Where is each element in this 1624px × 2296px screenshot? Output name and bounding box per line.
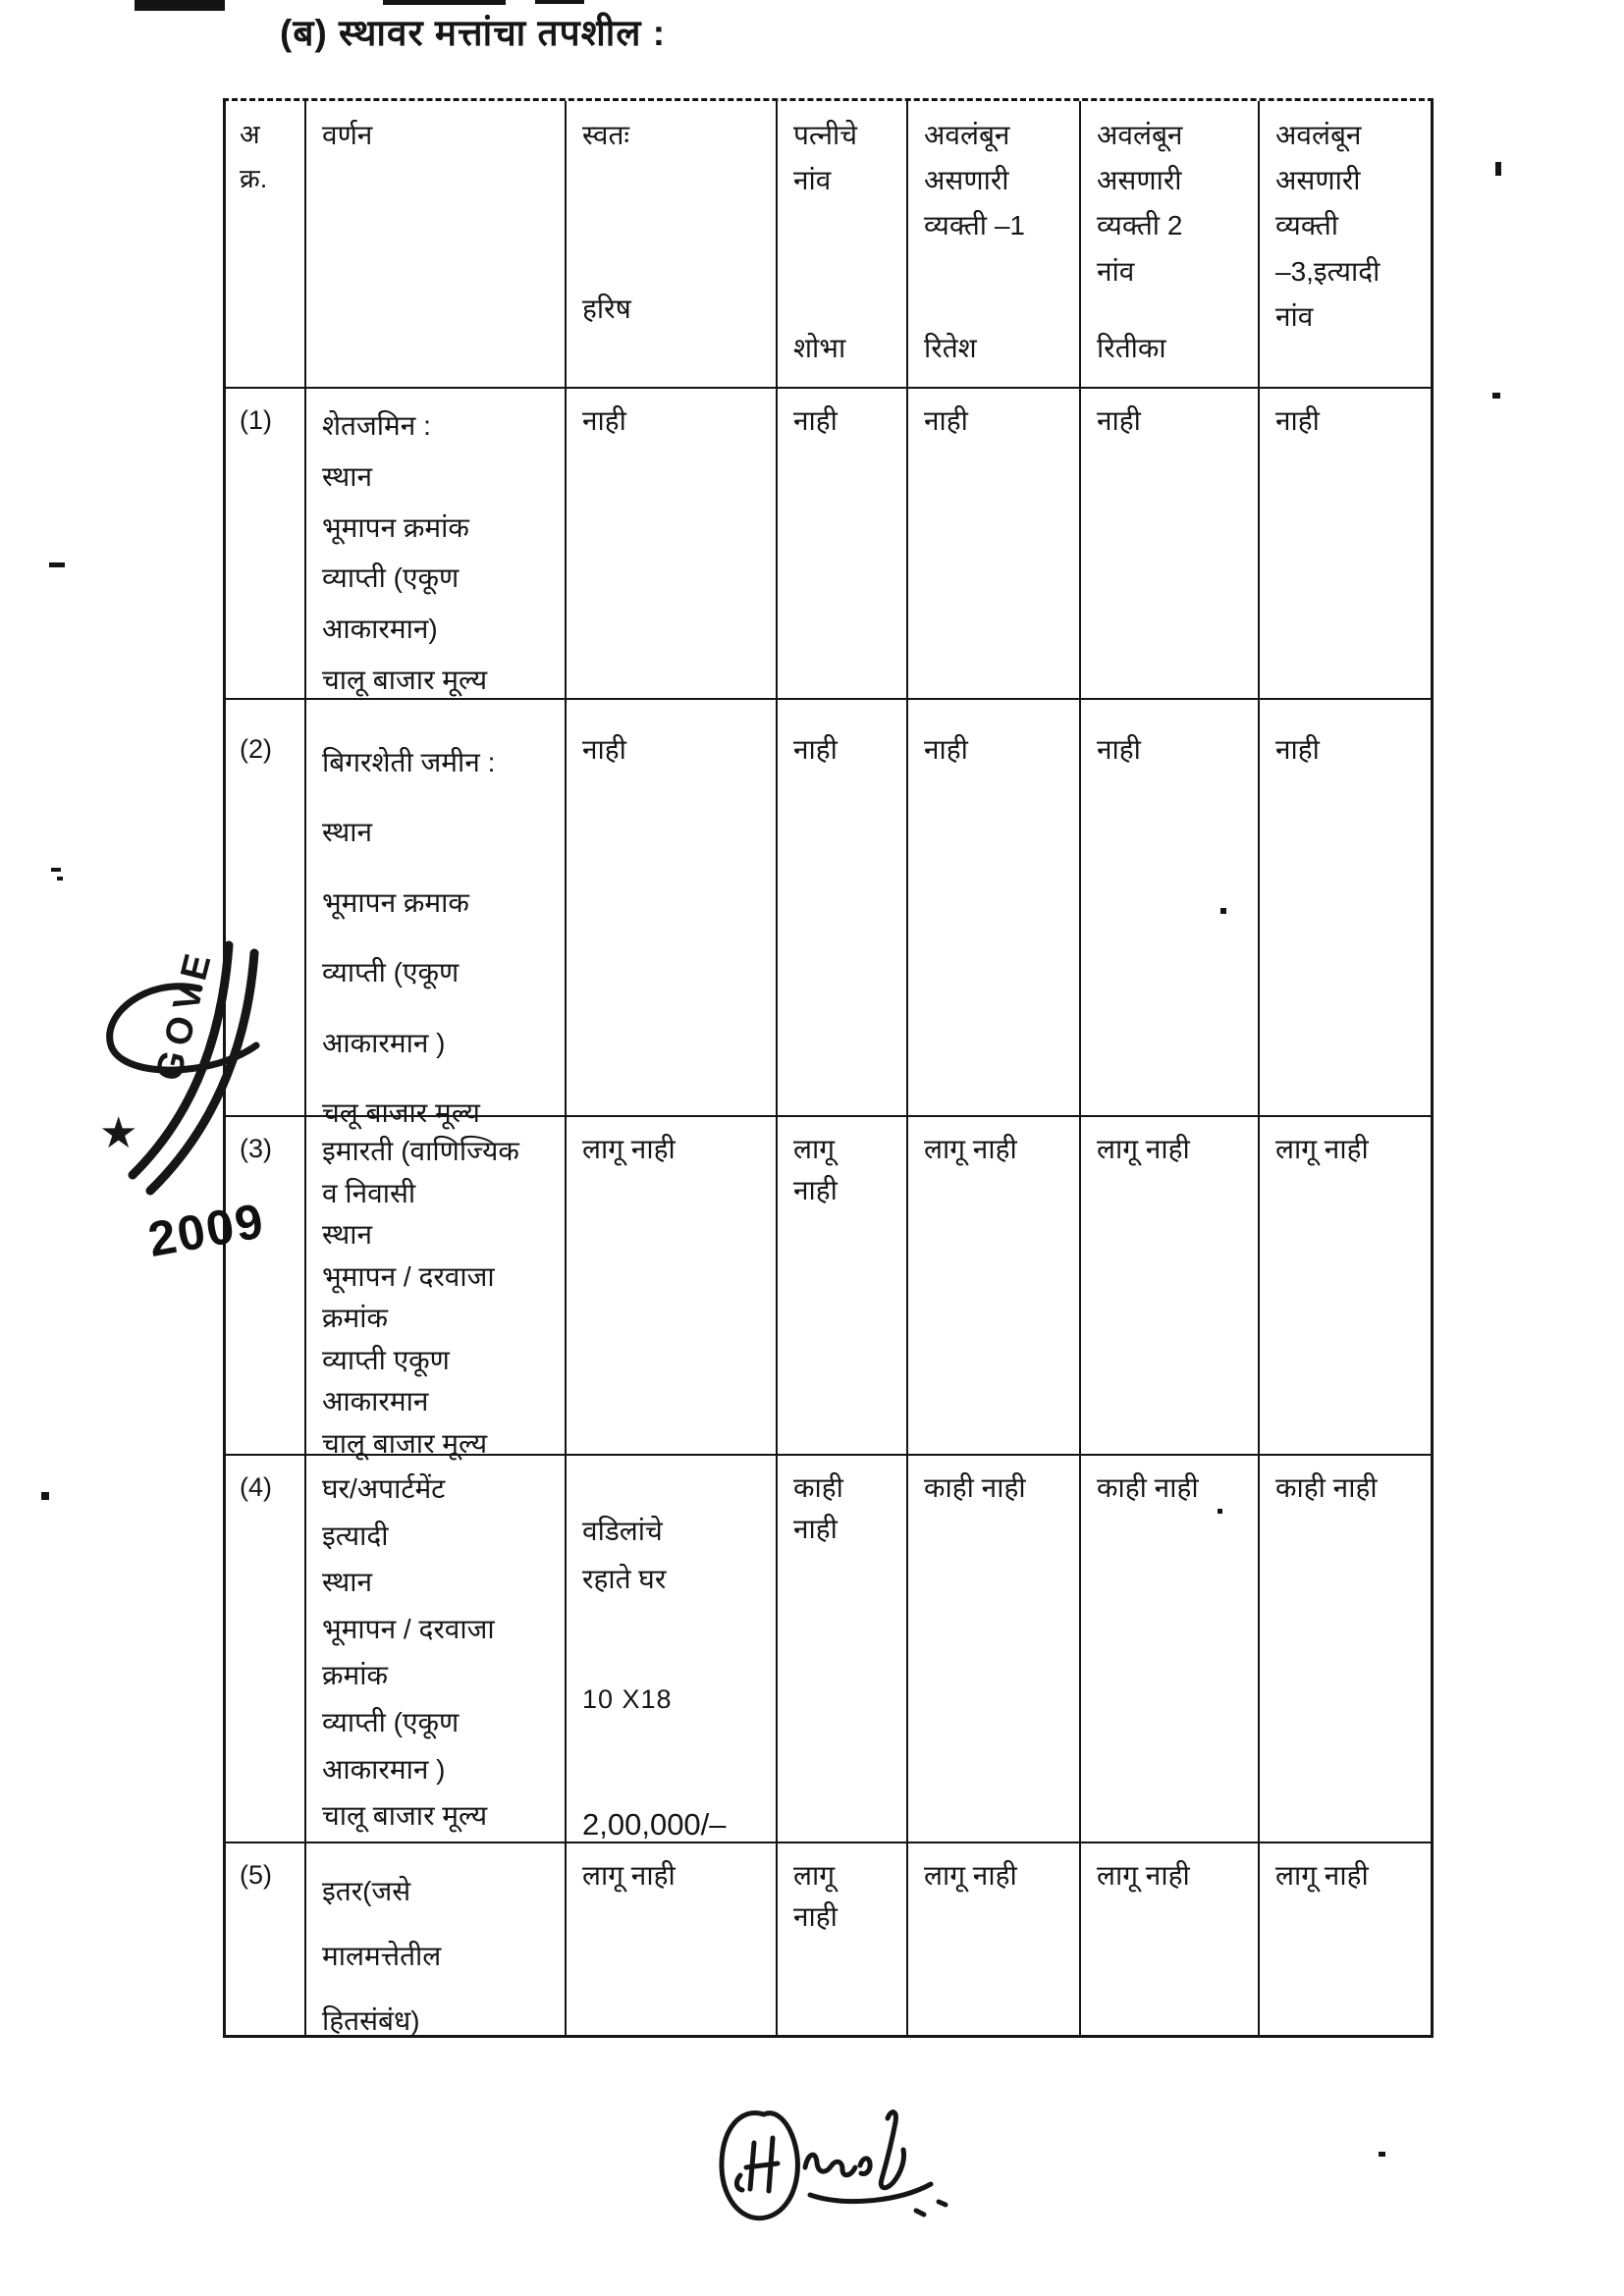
table-row-4-self-value — [567, 1456, 778, 1843]
scan-artifact — [535, 0, 584, 4]
header-description-label: वर्णन — [322, 120, 373, 150]
scan-artifact — [383, 0, 506, 5]
table-row-5-dependent1-value: लागू नाही — [908, 1843, 1081, 2035]
scan-artifact — [1492, 393, 1500, 399]
header-cell-serial — [226, 101, 306, 389]
self-person-name: हरिष — [582, 293, 631, 324]
table-row-5-description: इतर(जसे मालमत्तेतील हितसंबंध) — [306, 1843, 567, 2035]
stamp-arc-text: GOVE — [147, 943, 222, 1086]
table-row-3-dependent1-value: लागू नाही — [908, 1117, 1081, 1456]
scan-artifact — [57, 877, 63, 881]
scan-artifact — [41, 1492, 49, 1500]
table-row-5-dependent2-value: लागू नाही — [1081, 1843, 1260, 2035]
table-row-3-dependent3-value: लागू नाही — [1260, 1117, 1431, 1456]
table-row-1-dependent1-value: नाही — [908, 389, 1081, 700]
table-row-2-serial: (2) — [226, 700, 306, 1117]
scan-artifact — [1495, 162, 1501, 176]
self-house-dimensions: 10 X18 — [582, 1684, 673, 1714]
table-row-4-wife-value: काही नाही — [778, 1456, 908, 1843]
header-self-label: स्वतः — [582, 120, 630, 150]
header-cell-dependent-1 — [908, 101, 1081, 389]
table-row-2-dependent3-value: नाही — [1260, 700, 1431, 1117]
header-cell-dependent-2 — [1081, 101, 1260, 389]
signature-ink — [677, 2089, 992, 2246]
dependent1-person-name: रितेश — [924, 332, 977, 363]
table-row-4-description: घर/अपार्टमेंट इत्यादी स्थान भूमापन / दरवाजा क्रमांक व्याप्ती (एकूण आकारमान ) चालू बाजार मूल्य — [306, 1456, 567, 1843]
table-row-3-wife-value: लागू नाही — [778, 1117, 908, 1456]
table-row-3-serial: (3) — [226, 1117, 306, 1456]
header-cell-self — [567, 101, 778, 389]
table-row-1-dependent3-value: नाही — [1260, 389, 1431, 700]
immovable-assets-table — [223, 98, 1434, 2038]
header-serial-label: अ क्र. — [240, 120, 268, 193]
scan-artifact — [49, 562, 65, 567]
table-row-3-dependent2-value: लागू नाही — [1081, 1117, 1260, 1456]
scan-artifact — [135, 0, 225, 11]
header-dependent2-label: अवलंबून असणारी व्यक्ती 2 नांव — [1097, 120, 1183, 287]
header-cell-description — [306, 101, 567, 389]
star-icon: ★ — [99, 1109, 138, 1157]
table-row-1-self-value: नाही — [567, 389, 778, 700]
table-row-2-dependent2-value: नाही — [1081, 700, 1260, 1117]
table-row-5-wife-value: लागू नाही — [778, 1843, 908, 2035]
header-dependent3-label: अवलंबून असणारी व्यक्ती –3,इत्यादी नांव — [1275, 120, 1380, 332]
table-row-1-description: शेतजमिन : स्थान भूमापन क्रमांक व्याप्ती (एकूण आकारमान) चालू बाजार मूल्य — [306, 389, 567, 700]
self-house-market-value: 2,00,000/– — [582, 1807, 727, 1842]
section-title: (ब) स्थावर मत्तांचा तपशील : — [280, 13, 667, 53]
self-house-note: वडिलांचे रहाते घर — [582, 1516, 667, 1594]
header-dependent1-label: अवलंबून असणारी व्यक्ती –1 — [924, 120, 1025, 241]
table-row-1-wife-value: नाही — [778, 389, 908, 700]
header-cell-dependent-3 — [1260, 101, 1431, 389]
scan-artifact — [51, 868, 61, 872]
table-row-5-dependent3-value: लागू नाही — [1275, 1860, 1369, 1891]
table-row-4-dependent1-value: काही नाही — [908, 1456, 1081, 1843]
table-row-4-serial: (4) — [226, 1456, 306, 1843]
table-row-2-self-value: नाही — [567, 700, 778, 1117]
stamp-year: 2009 — [143, 1193, 269, 1267]
table-row-2-dependent1-value: नाही — [908, 700, 1081, 1117]
government-stamp — [54, 908, 309, 1291]
table-row-5-self-value: लागू नाही — [567, 1843, 778, 2035]
table-row-4-dependent3-value: काही नाही — [1260, 1456, 1431, 1843]
table-row-2-wife-value: नाही — [778, 700, 908, 1117]
table-row-1-dependent2-value: नाही — [1081, 389, 1260, 700]
header-cell-wife — [778, 101, 908, 389]
wife-person-name: शोभा — [793, 332, 846, 363]
table-row-5-serial: (5) — [226, 1843, 306, 2035]
table-row-1-serial: (1) — [226, 389, 306, 700]
dependent2-person-name: रितीका — [1097, 332, 1166, 363]
table-row-4-dependent2-value: काही नाही — [1081, 1456, 1260, 1843]
table-row-3-description: इमारती (वाणिज्यिक व निवासी स्थान भूमापन / दरवाजा क्रमांक व्याप्ती एकूण आकारमान चालू बाजार मूल्य — [306, 1117, 567, 1456]
scan-artifact — [1379, 2152, 1385, 2157]
table-row-3-self-value: लागू नाही — [567, 1117, 778, 1456]
table-row-2-description: बिगरशेती जमीन : स्थान भूमापन क्रमाक व्याप्ती (एकूण आकारमान ) चलू बाजार मूल्य — [306, 700, 567, 1117]
header-wife-label: पत्नीचे नांव — [793, 120, 858, 196]
